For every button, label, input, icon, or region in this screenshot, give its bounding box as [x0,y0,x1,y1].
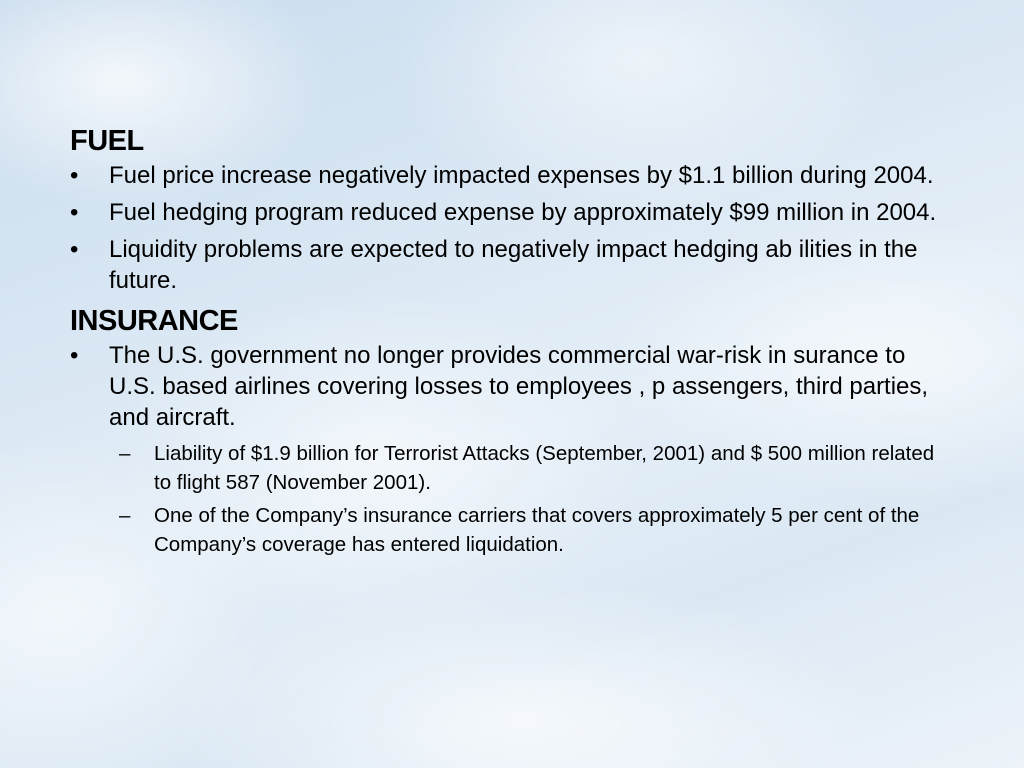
bullet-marker: • [70,342,79,369]
fuel-bullet-text: Fuel price increase negatively impacted expenses by $1.1 billion during 2004. [109,162,934,189]
insurance-sub-bullet [109,501,950,559]
bullet-marker: • [70,199,79,226]
fuel-bullet [70,234,950,296]
bullet-marker: • [70,236,79,263]
section-heading-insurance: INSURANCE [70,305,238,337]
insurance-sub-bullet [109,439,950,497]
insurance-sub-bullet-text: One of the Company’s insurance carriers that covers approximately 5 per cent of the Company’s coverage has entered liquidation. [154,504,920,556]
fuel-bullet-text: Liquidity problems are expected to negatively impact hedging ab ilities in the future. [109,236,918,294]
fuel-bullet-list [70,160,950,296]
bullet-marker: • [70,162,79,189]
slide-body [70,122,950,565]
insurance-bullet-list [70,340,950,559]
insurance-bullet-text: The U.S. government no longer provides commercial war-risk in surance to U.S. based airlines covering losses to employees , p assengers, third parties, and aircraft. [109,342,929,431]
fuel-bullet-text: Fuel hedging program reduced expense by approximately $99 million in 2004. [109,199,937,226]
dash-marker: – [119,504,131,527]
insurance-sub-bullet-text: Liability of $1.9 billion for Terrorist Attacks (September, 2001) and $ 500 million related to flight 587 (November 2001). [154,442,935,494]
dash-marker: – [119,442,131,465]
fuel-bullet [70,160,950,191]
fuel-bullet [70,197,950,228]
insurance-bullet [70,340,950,559]
section-heading-fuel: FUEL [70,125,144,157]
insurance-sub-bullet-list [109,439,950,559]
